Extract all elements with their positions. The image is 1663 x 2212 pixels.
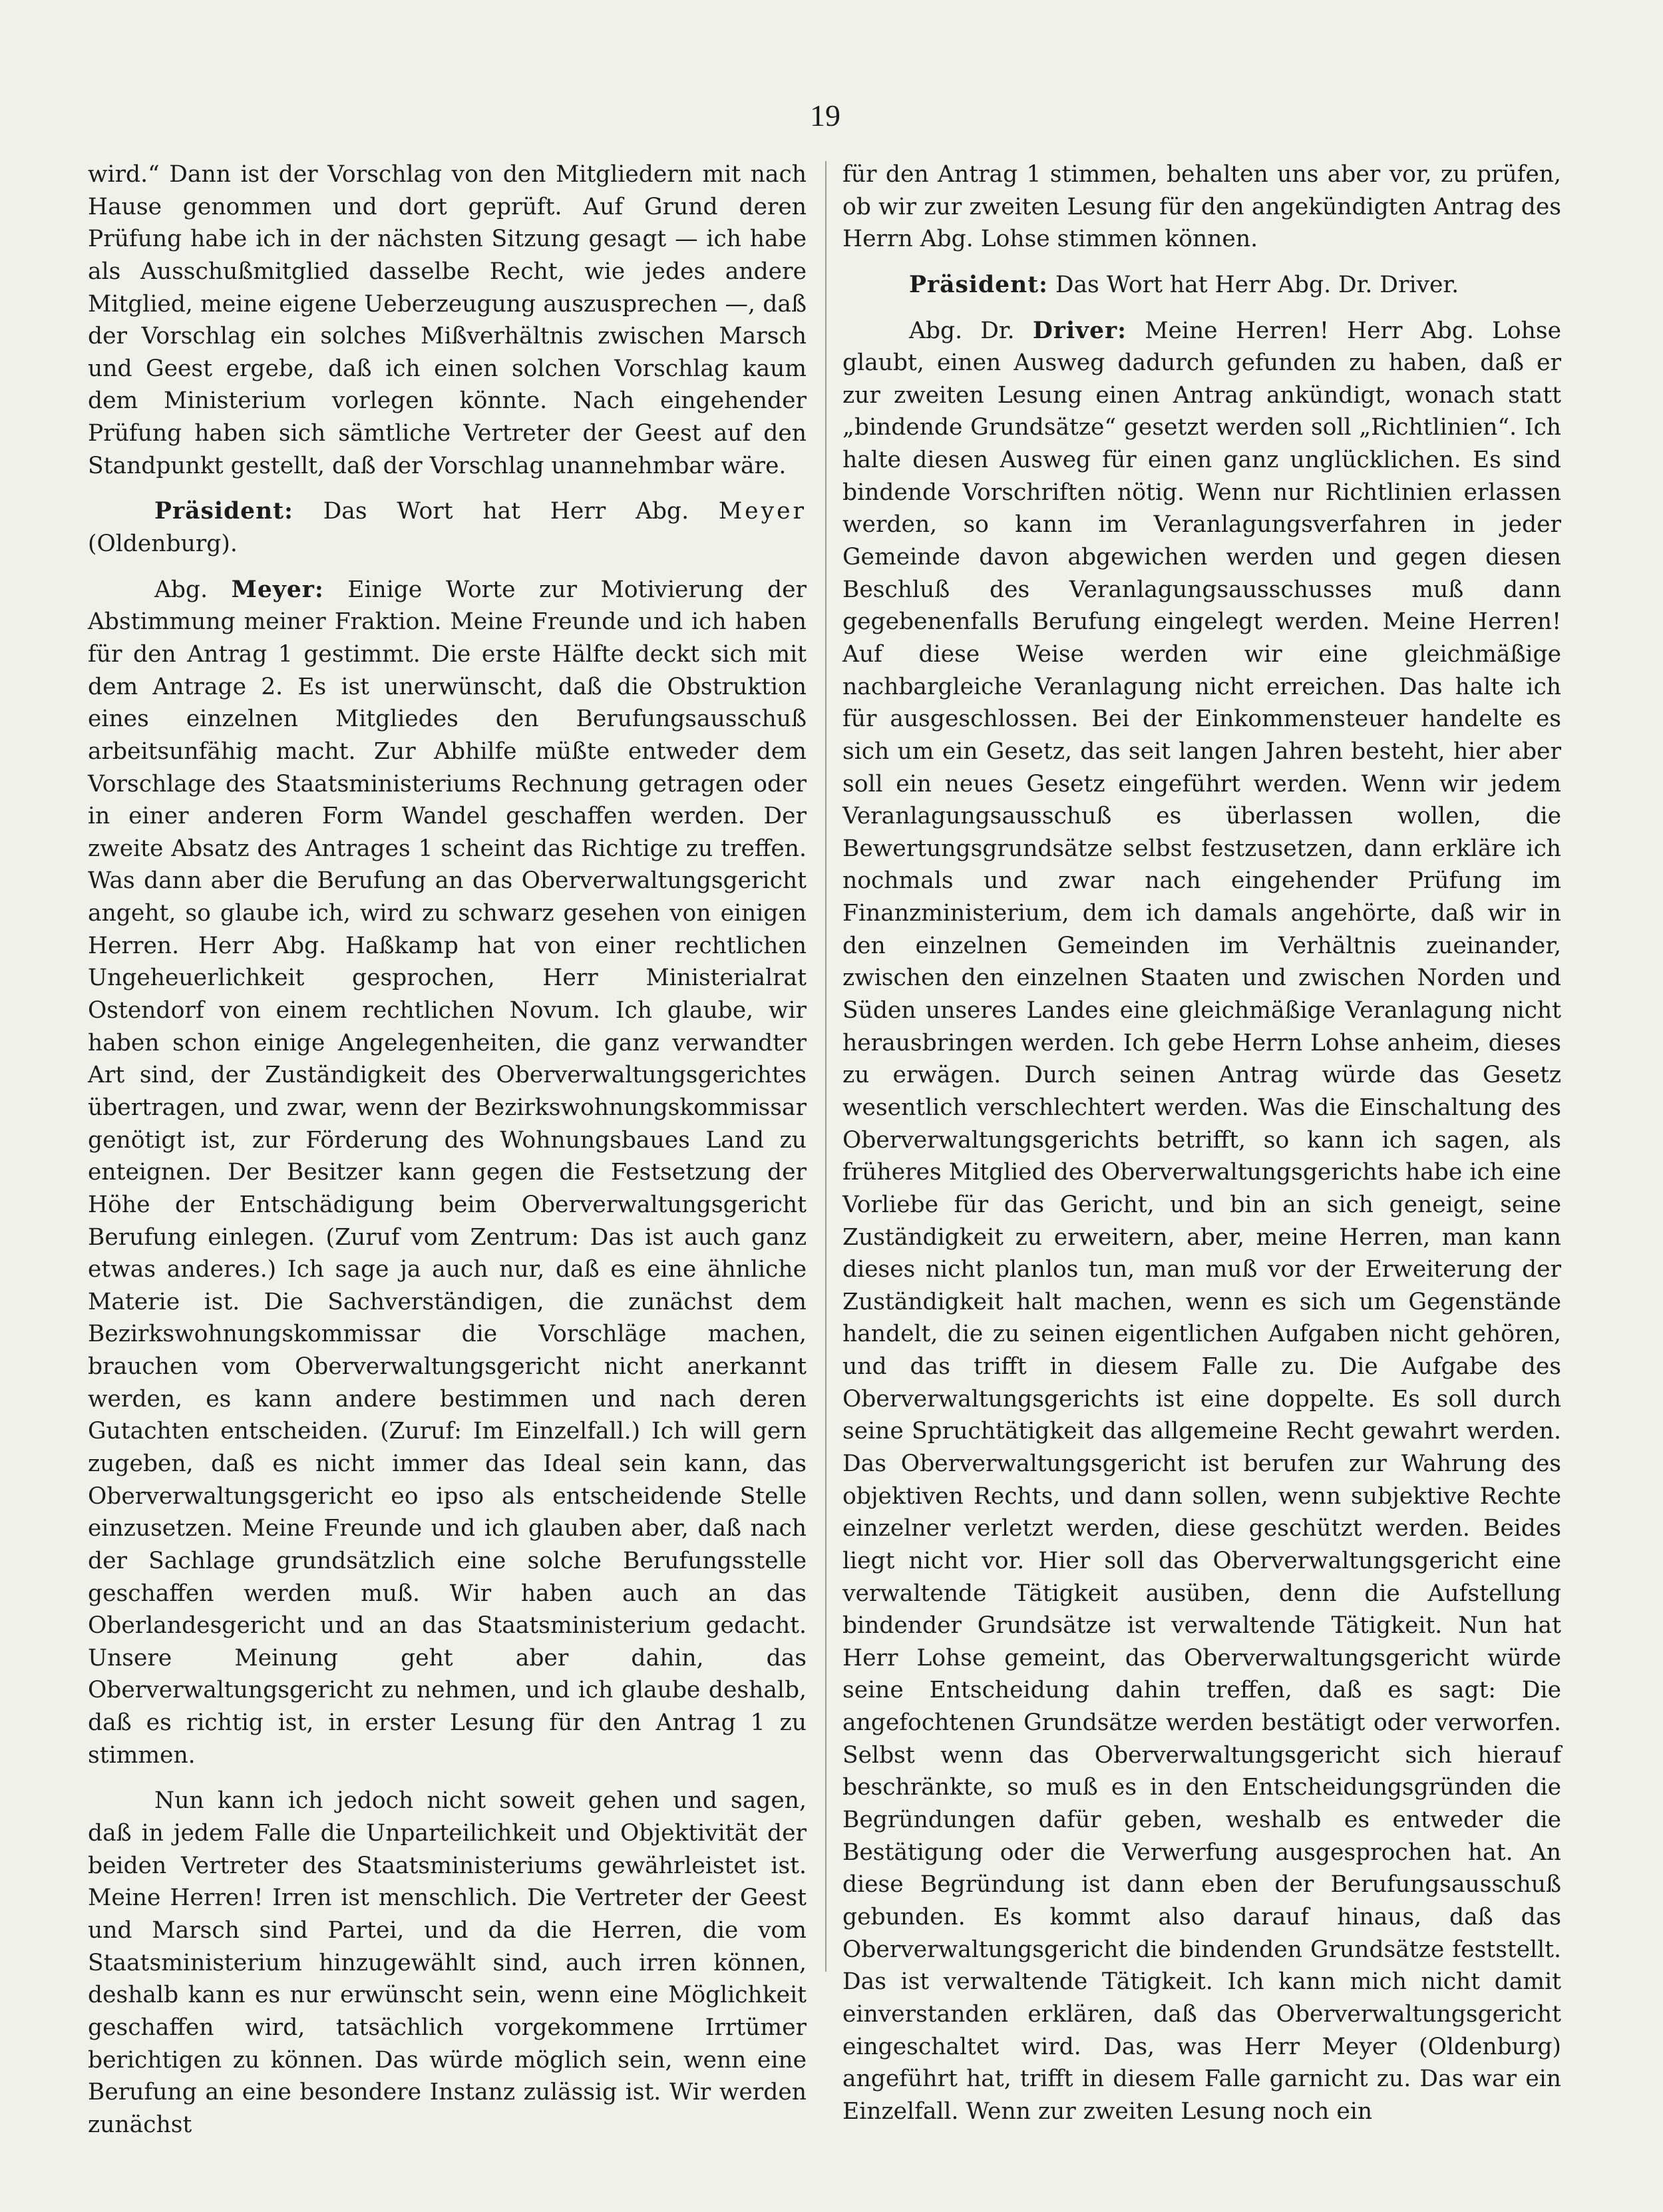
title-prefix: Abg. <box>154 576 208 603</box>
speaker-paragraph <box>842 269 1561 302</box>
paragraph-text: Meine Herren! Herr Abg. Lohse glaubt, einen Ausweg dadurch gefunden zu haben, daß er zur zweiten Lesung einen Antrag ankündigt, wonach statt „bindende Grundsätze“ gesetzt werden soll „Richtlinien“. Ich halte diesen Ausweg für einen ganz unglücklichen. Es sind bindende Vorschriften nötig. Wenn nur Richtlinien erlassen werden, so kann im Veranlagungsverfahren in jeder Gemeinde davon abgewichen werden und gegen diesen Beschluß des Veranlagungsausschusses muß dann gegebenenfalls Berufung eingelegt werden. Meine Herren! Auf diese Weise werden wir eine gleichmäßige nachbargleiche Veranlagung nicht erreichen. Das halte ich für ausgeschlossen. Bei der Einkommensteuer handelte es sich um ein Gesetz, das seit langen Jahren besteht, hier aber soll ein neues Gesetz eingeführt werden. Wenn wir jedem Veranlagungsausschuß es überlassen wollen, die Bewertungsgrundsätze selbst festzusetzen, dann erkläre ich nochmals und zwar nach eingehender Prüfung im Finanzministerium, dem ich damals angehörte, daß wir in den einzelnen Gemeinden im Verhältnis zueinander, zwischen den einzelnen Staaten und zwischen Norden und Süden unseres Landes eine gleichmäßige Veranlagung nicht herausbringen werden. Ich gebe Herrn Lohse anheim, dieses zu erwägen. Durch seinen Antrag würde das Gesetz wesentlich verschlechtert werden. Was die Einschaltung des Oberverwaltungsgerichts betrifft, so kann ich sagen, als früheres Mitglied des Oberverwaltungsgerichts habe ich eine Vorliebe für das Gericht, und bin an sich geneigt, seine Zuständigkeit zu erweitern, aber, meine Herren, man kann dieses nicht planlos tun, man muß vor der Erweiterung der Zuständigkeit halt machen, wenn es sich um Gegenstände handelt, die zu seinen eigentlichen Aufgaben nicht gehören, und das trifft in diesem Falle zu. Die Aufgabe des Oberverwaltungsgerichts ist eine doppelte. Es soll durch seine Spruchtätigkeit das allgemeine Recht gewahrt werden. Das Oberverwaltungsgericht ist berufen zur Wahrung des objektiven Rechts, und dann sollen, wenn subjektive Rechte einzelner verletzt werden, diese geschützt werden. Beides liegt nicht vor. Hier soll das Oberverwaltungsgericht eine verwaltende Tätigkeit ausüben, denn die Aufstellung bindender Grundsätze ist verwaltende Tätigkeit. Nun hat Herr Lohse gemeint, das Oberverwaltungsgericht würde seine Entscheidung dahin treffen, daß es sagt: Die angefochtenen Grundsätze werden bestätigt oder verworfen. Selbst wenn das Oberverwaltungsgericht sich hierauf beschränkte, so muß es in den Entscheidungsgründen die Begründungen dafür geben, weshalb es entweder die Bestätigung oder die Verwerfung ausgesprochen hat. An diese Begründung ist dann eben der Berufungsausschuß gebunden. Es kommt also darauf hinaus, daß das Oberverwaltungsgericht die bindenden Grundsätze feststellt. Das ist verwaltende Tätigkeit. Ich kann mich nicht damit einverstanden erklären, daß das Oberverwaltungsgericht eingeschaltet wird. Das, was Herr Meyer (Oldenburg) angeführt hat, trifft in diesem Falle garnicht zu. Das war ein Einzelfall. Wenn zur zweiten Lesung noch ein <box>842 317 1562 2125</box>
speaker-label: Präsident: <box>909 271 1048 298</box>
paragraph: wird.“ Dann ist der Vorschlag von den Mitgliedern mit nach Hause genommen und dort geprüft. Auf Grund deren Prüfung habe ich in der nächsten Sitzung gesagt — ich habe als Ausschußmitglied dasselbe Recht, wie jedes andere Mitglied, meine eigene Ueberzeugung auszusprechen —, daß der Vorschlag ein solches Mißverhältnis zwischen Marsch und Geest ergebe, daß ich einen solchen Vorschlag kaum dem Ministerium vorlegen könnte. Nach eingehender Prüfung haben sich sämtliche Vertreter der Geest auf den Standpunkt gestellt, daß der Vorschlag unannehmbar wäre. <box>88 161 807 479</box>
speech-paragraph <box>842 315 1561 2128</box>
paragraph-text: Einige Worte zur Motivierung der Abstimmung meiner Fraktion. Meine Freunde und ich haben für den Antrag 1 gestimmt. Die erste Hälfte deckt sich mit dem Antrage 2. Es ist unerwünscht, daß die Obstruktion eines einzelnen Mitgliedes den Berufungsausschuß arbeitsunfähig macht. Zur Abhilfe müßte entweder dem Vorschlage des Staatsministeriums Rechnung getragen oder in einer anderen Form Wandel geschaffen werden. Der zweite Absatz des Antrages 1 scheint das Richtige zu treffen. Was dann aber die Berufung an das Oberverwaltungsgericht angeht, so glaube ich, wird zu schwarz gesehen von einigen Herren. Herr Abg. Haßkamp hat von einer rechtlichen Ungeheuerlichkeit gesprochen, Herr Ministerialrat Ostendorf von einem rechtlichen Novum. Ich glaube, wir haben schon einige Angelegenheiten, die ganz verwandter Art sind, der Zuständigkeit des Oberverwaltungsgerichtes übertragen, und zwar, wenn der Bezirkswohnungskommissar genötigt ist, zur Förderung des Wohnungsbaues Land zu enteignen. Der Besitzer kann gegen die Festsetzung der Höhe der Entschädigung beim Oberverwaltungsgericht Berufung einlegen. (Zuruf vom Zentrum: Das ist auch ganz etwas anderes.) Ich sage ja auch nur, daß es eine ähnliche Materie ist. Die Sachverständigen, die zunächst dem Bezirkswohnungskommissar die Vorschläge machen, brauchen vom Oberverwaltungsgericht nicht anerkannt werden, es kann andere bestimmen und nach deren Gutachten entscheiden. (Zuruf: Im Einzelfall.) Ich will gern zugeben, daß es nicht immer das Ideal sein kann, das Oberverwaltungsgericht eo ipso als entscheidende Stelle einzusetzen. Meine Freunde und ich glauben aber, daß nach der Sachlage grundsätzlich eine solche Berufungsstelle geschaffen werden muß. Wir haben auch an das Oberlandesgericht und an das Staatsministerium gedacht. Unsere Meinung geht aber dahin, das Oberverwaltungsgericht zu nehmen, und ich glaube deshalb, daß es richtig ist, in erster Lesung für den Antrag 1 zu stimmen. <box>88 576 807 1769</box>
title-prefix: Abg. Dr. <box>909 317 1015 344</box>
speaker-label: Driver: <box>1032 317 1127 344</box>
paragraph: für den Antrag 1 stimmen, behalten uns aber vor, zu prüfen, ob wir zur zweiten Lesung für den angekündigten Antrag des Herrn Abg. Lohse stimmen können. <box>842 161 1561 253</box>
column-divider <box>825 161 827 1972</box>
speaker-paragraph <box>88 495 807 560</box>
page-number: 19 <box>810 99 840 132</box>
member-name: Meyer <box>718 498 807 525</box>
left-column <box>88 158 807 2154</box>
paragraph-text: Das Wort hat Herr Abg. Dr. Driver. <box>1055 271 1459 298</box>
speaker-label: Präsident: <box>154 498 293 525</box>
paragraph-text: (Oldenburg). <box>88 531 238 558</box>
paragraph: Nun kann ich jedoch nicht soweit gehen und sagen, daß in jedem Falle die Unparteilichkeit und Objektivität der beiden Vertreter des Staatsministeriums gewährleistet ist. Meine Herren! Irren ist menschlich. Die Vertreter der Geest und Marsch sind Partei, und da die Herren, die vom Staatsministerium hinzugewählt sind, auch irren können, deshalb kann es nur erwünscht sein, wenn eine Möglichkeit geschaffen wird, tatsächlich vorgekommene Irrtümer berichtigen zu können. Das würde möglich sein, wenn eine Berufung an eine besondere Instanz zulässig ist. Wir werden zunächst <box>88 1787 807 2138</box>
speaker-label: Meyer: <box>231 576 324 603</box>
speech-paragraph <box>88 574 807 1772</box>
paragraph-text: Das Wort hat Herr Abg. <box>323 498 689 525</box>
right-column <box>842 158 1561 2141</box>
